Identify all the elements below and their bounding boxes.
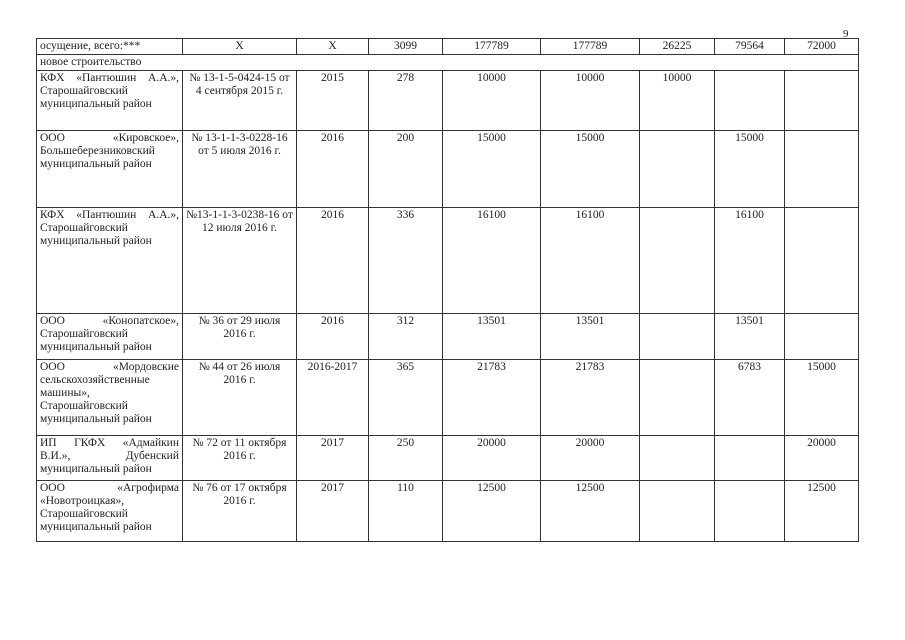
irrigation-objects-table	[36, 38, 859, 542]
total-cell: 13501	[541, 314, 640, 360]
cost-cell: 177789	[443, 39, 541, 55]
area-cell: 3099	[369, 39, 443, 55]
table-row	[37, 71, 859, 131]
area-cell: 312	[369, 314, 443, 360]
area-cell: 365	[369, 360, 443, 436]
year-2015-cell	[640, 360, 715, 436]
cost-cell: 13501	[443, 314, 541, 360]
cost-cell: 20000	[443, 436, 541, 481]
total-cell: 177789	[541, 39, 640, 55]
object-name-cell: ООО «Агрофирма «Новотроицкая», Старошайговский муниципальный район	[37, 481, 183, 542]
object-name-cell: КФХ «Пантюшин А.А.», Старошайговский муниципальный район	[37, 208, 183, 314]
table-row	[37, 436, 859, 481]
year-2015-cell	[640, 314, 715, 360]
cost-cell: 16100	[443, 208, 541, 314]
year-2016-cell	[715, 71, 785, 131]
year-cell: 2015	[297, 71, 369, 131]
area-cell: 110	[369, 481, 443, 542]
table-row	[37, 208, 859, 314]
year-2015-cell	[640, 208, 715, 314]
year-2016-cell: 15000	[715, 131, 785, 208]
year-2017-cell: 15000	[785, 360, 859, 436]
area-cell: 336	[369, 208, 443, 314]
year-cell: 2016	[297, 208, 369, 314]
year-cell: Х	[297, 39, 369, 55]
table-row	[37, 360, 859, 436]
total-cell: 10000	[541, 71, 640, 131]
document-cell: Х	[183, 39, 297, 55]
total-cell: 16100	[541, 208, 640, 314]
document-cell: № 76 от 17 октября 2016 г.	[183, 481, 297, 542]
table-row-total	[37, 39, 859, 55]
year-2015-cell	[640, 436, 715, 481]
year-2015-cell: 10000	[640, 71, 715, 131]
table-row	[37, 481, 859, 542]
section-heading-cell: новое строительство	[37, 55, 859, 71]
area-cell: 250	[369, 436, 443, 481]
year-cell: 2016-2017	[297, 360, 369, 436]
object-name-cell: ООО «Конопатское», Старошайговский муниципальный район	[37, 314, 183, 360]
year-2017-cell: 20000	[785, 436, 859, 481]
year-2016-cell: 79564	[715, 39, 785, 55]
year-2017-cell: 12500	[785, 481, 859, 542]
year-2017-cell	[785, 314, 859, 360]
object-name-cell: ООО «Мордовские сельскохозяйственные машины», Старошайговский муниципальный район	[37, 360, 183, 436]
year-2016-cell	[715, 436, 785, 481]
cost-cell: 10000	[443, 71, 541, 131]
year-cell: 2017	[297, 481, 369, 542]
year-2016-cell: 16100	[715, 208, 785, 314]
table-row-section	[37, 55, 859, 71]
cost-cell: 21783	[443, 360, 541, 436]
document-cell: № 72 от 11 октября 2016 г.	[183, 436, 297, 481]
total-cell: 12500	[541, 481, 640, 542]
cost-cell: 15000	[443, 131, 541, 208]
document-cell: № 13-1-1-3-0228-16 от 5 июля 2016 г.	[183, 131, 297, 208]
area-cell: 200	[369, 131, 443, 208]
table-row	[37, 131, 859, 208]
area-cell: 278	[369, 71, 443, 131]
year-cell: 2016	[297, 131, 369, 208]
object-name-cell: осущение, всего:***	[37, 39, 183, 55]
document-cell: №13-1-1-3-0238-16 от 12 июля 2016 г.	[183, 208, 297, 314]
object-name-cell: ООО «Кировское», Большеберезниковский муниципальный район	[37, 131, 183, 208]
object-name-cell: ИП ГКФХ «Адмайкин В.И.», Дубенский муниципальный район	[37, 436, 183, 481]
page-number: 9	[843, 28, 849, 40]
year-2016-cell: 13501	[715, 314, 785, 360]
year-2016-cell	[715, 481, 785, 542]
year-cell: 2017	[297, 436, 369, 481]
year-2016-cell: 6783	[715, 360, 785, 436]
year-2015-cell	[640, 131, 715, 208]
year-cell: 2016	[297, 314, 369, 360]
document-cell: № 36 от 29 июля 2016 г.	[183, 314, 297, 360]
year-2015-cell: 26225	[640, 39, 715, 55]
object-name-cell: КФХ «Пантюшин А.А.», Старошайговский муниципальный район	[37, 71, 183, 131]
total-cell: 15000	[541, 131, 640, 208]
total-cell: 21783	[541, 360, 640, 436]
document-cell: № 44 от 26 июля 2016 г.	[183, 360, 297, 436]
year-2017-cell	[785, 71, 859, 131]
year-2015-cell	[640, 481, 715, 542]
document-cell: № 13-1-5-0424-15 от 4 сентября 2015 г.	[183, 71, 297, 131]
cost-cell: 12500	[443, 481, 541, 542]
table-row	[37, 314, 859, 360]
year-2017-cell: 72000	[785, 39, 859, 55]
total-cell: 20000	[541, 436, 640, 481]
year-2017-cell	[785, 131, 859, 208]
year-2017-cell	[785, 208, 859, 314]
